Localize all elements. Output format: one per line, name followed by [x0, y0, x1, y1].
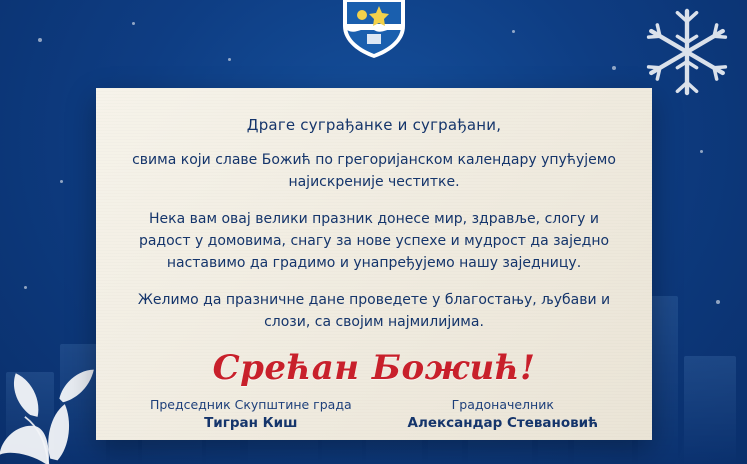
- snow-dot: [132, 22, 135, 25]
- signature-name: Тигран Киш: [204, 414, 298, 431]
- greeting-card: [96, 88, 652, 440]
- snow-dot: [24, 286, 27, 289]
- snow-dot: [512, 30, 515, 33]
- snow-dot: [38, 38, 42, 42]
- paragraph-3: Желимо да празничне дане проведете у благостању, љубави и слози, са својим најмилијима.: [137, 292, 611, 331]
- paragraph-2: Нека вам овај велики празник донесе мир, здравље, слогу и радост у домовима, снагу за нове успехе и мудрост да заједно наставимо да градимо и унапређујемо нашу заједницу.: [138, 211, 610, 271]
- signature-role: Градоначелник: [451, 396, 554, 412]
- holiday-wish: Срећан Божић!: [212, 347, 536, 388]
- city-coat-of-arms-icon: [337, 0, 411, 60]
- signature-role: Председник Скупштине града: [149, 396, 352, 412]
- signature-block: [96, 397, 652, 432]
- paragraph-1: свима који славе Божић по грегоријанском календару упућујемо најискреније честитке.: [132, 152, 616, 190]
- snow-dot: [60, 180, 63, 183]
- snow-dot: [700, 150, 703, 153]
- signature-name: Александар Стевановић: [407, 414, 599, 431]
- snow-dot: [228, 58, 231, 61]
- snow-dot: [612, 66, 616, 70]
- snow-dot: [716, 300, 720, 304]
- signature-mayor: [408, 397, 599, 432]
- snowflake-icon: [639, 4, 735, 104]
- greeting-line: Драге суграђанке и суграђани,: [246, 116, 502, 134]
- signature-assembly-president: [150, 397, 352, 432]
